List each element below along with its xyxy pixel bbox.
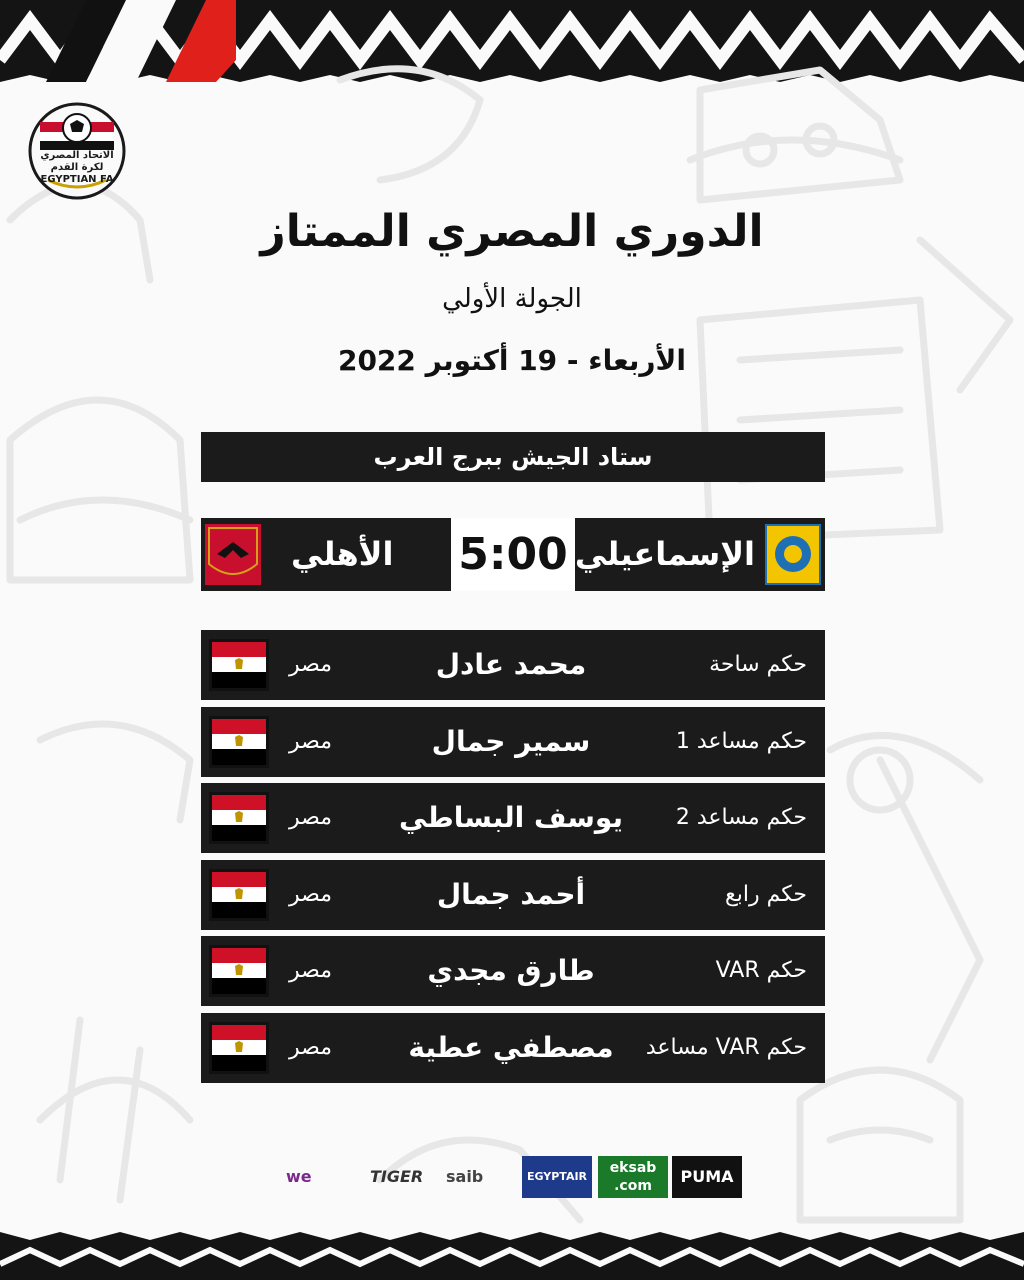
egypt-flag-icon — [209, 945, 269, 997]
referee-row — [201, 707, 825, 777]
federation-logo-latin: EGYPTIAN FA — [40, 174, 114, 185]
federation-logo-text — [28, 150, 126, 186]
referee-role: حكم مساعد 1 — [675, 728, 807, 754]
match-date: الأربعاء - 19 أكتوبر 2022 — [337, 344, 687, 377]
sponsor-puma-logo: PUMA — [672, 1156, 742, 1198]
league-title: الدوري المصري الممتاز — [260, 206, 764, 257]
referee-row — [201, 783, 825, 853]
away-team-name: الأهلي — [291, 535, 394, 573]
referee-name: سمير جمال — [431, 724, 591, 758]
egypt-flag-icon — [209, 639, 269, 691]
venue-bar: ستاد الجيش ببرج العرب — [201, 432, 825, 482]
referee-row — [201, 1013, 825, 1083]
sponsor-we-logo: we — [286, 1167, 312, 1186]
away-team-box — [201, 518, 451, 591]
round-title: الجولة الأولي — [442, 284, 582, 314]
egypt-flag-icon — [209, 869, 269, 921]
home-team-name: الإسماعيلي — [574, 535, 755, 573]
referee-name: أحمد جمال — [436, 877, 586, 911]
referee-country: مصر — [289, 881, 333, 907]
egypt-flag-icon — [209, 792, 269, 844]
referee-name: محمد عادل — [435, 648, 587, 681]
referee-country: مصر — [289, 1034, 333, 1060]
federation-logo-arabic: الاتحاد المصري لكرة القدم — [40, 150, 114, 173]
sponsor-egyptair-logo: EGYPTAIR — [522, 1156, 592, 1198]
egypt-flag-icon — [209, 716, 269, 768]
referee-role: حكم مساعد 2 — [675, 805, 807, 830]
referee-row — [201, 630, 825, 700]
referee-country: مصر — [289, 958, 333, 983]
sponsor-eksab-logo: eksab .com — [598, 1156, 668, 1198]
referee-name: طارق مجدي — [427, 954, 595, 987]
bottom-zigzag-band — [0, 1232, 1024, 1280]
referee-name: مصطفي عطية — [408, 1030, 614, 1064]
ismaily-crest-icon — [765, 524, 821, 585]
sponsor-bar — [286, 1156, 742, 1198]
match-row — [201, 518, 825, 591]
referee-country: مصر — [289, 652, 333, 677]
referee-role: حكم VAR مساعد — [645, 1034, 807, 1060]
home-team-box — [575, 518, 825, 591]
referee-role: حكم رابع — [725, 881, 807, 907]
referee-role: حكم VAR — [715, 958, 807, 983]
referee-row — [201, 936, 825, 1006]
referee-country: مصر — [289, 728, 333, 754]
sponsor-saib-logo: saib — [446, 1167, 484, 1186]
referee-row — [201, 860, 825, 930]
referee-role: حكم ساحة — [709, 652, 807, 677]
referee-country: مصر — [289, 805, 333, 830]
referee-name: يوسف البساطي — [399, 801, 623, 834]
kickoff-time: 5:00 — [451, 518, 575, 591]
al-ahly-crest-icon — [205, 524, 261, 585]
sponsor-tiger-logo: TIGER — [370, 1167, 424, 1186]
egypt-flag-icon — [209, 1022, 269, 1074]
